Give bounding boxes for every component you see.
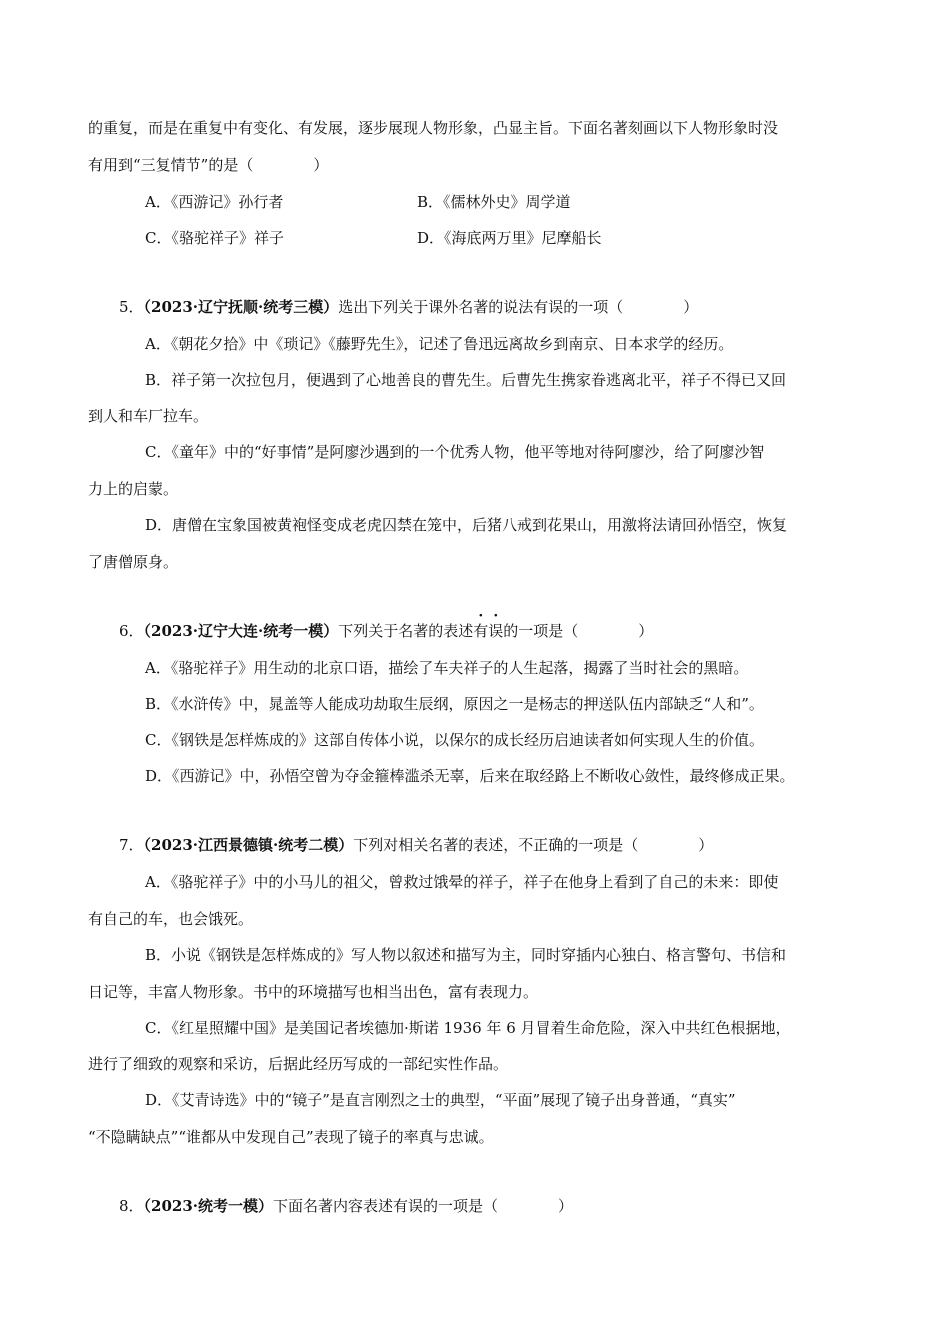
q7-source: （2023·江西景德镇·统考二模） — [143, 836, 354, 854]
q7-option-c-line2: 进行了细致的观察和采访，后据此经历写成的一部纪实性作品。 — [88, 1055, 509, 1073]
q5-option-b-line1: B．祥子第一次拉包月，便遇到了心地善良的曹先生。后曹先生携家眷逃离北平，祥子不得已又回 — [145, 371, 787, 389]
q6-stem — [119, 621, 653, 641]
q6-stem-pre: 下列关于名著的表述 — [338, 622, 474, 640]
q4-stem-line2: 有用到“三复情节”的是（ ） — [88, 156, 329, 174]
q6-option-d: D．《西游记》中，孙悟空曾为夺金箍棒滥杀无辜，后来在取经路上不断收心敛性，最终修成正果。 — [145, 767, 795, 785]
q7-option-d-line2: “不隐瞒缺点”“谁都从中发现自己”表现了镜子的率真与忠诚。 — [88, 1128, 494, 1146]
q6-option-c: C．《钢铁是怎样炼成的》这部自传体小说，以保尔的成长经历启迪读者如何实现人生的价值。 — [145, 731, 764, 749]
q7-number: 7． — [119, 836, 144, 854]
q8-number: 8． — [119, 1197, 144, 1215]
q7-stem-text: 下列对相关名著的表述，不正确的一项是（ ） — [353, 836, 714, 854]
q8-stem-text: 下面名著内容表述有误的一项是（ ） — [273, 1197, 574, 1215]
q5-stem-text: 选出下列关于课外名著的说法有误的一项（ ） — [338, 298, 699, 316]
q6-source: （2023·辽宁大连·统考一模） — [143, 622, 339, 640]
q4-option-b: B．《儒林外史》周学道 — [417, 193, 571, 211]
q5-option-b-line2: 到人和车厂拉车。 — [88, 407, 209, 425]
q4-option-c: C．《骆驼祥子》祥子 — [145, 229, 284, 247]
q5-option-a: A．《朝花夕拾》中《琐记》《藤野先生》，记述了鲁迅远离故乡到南京、日本求学的经历。 — [145, 335, 734, 353]
q5-source: （2023·辽宁抚顺·统考三模） — [143, 298, 339, 316]
q8-stem — [119, 1196, 573, 1216]
q7-option-b-line2: 日记等，丰富人物形象。书中的环境描写也相当出色，富有表现力。 — [88, 983, 539, 1001]
q8-source: （2023·统考一模） — [143, 1197, 274, 1215]
q5-option-c-line1: C．《童年》中的“好事情”是阿廖沙遇到的一个优秀人物，他平等地对待阿廖沙，给了阿廖沙智 — [145, 443, 765, 461]
q6-option-b: B．《水浒传》中，晁盖等人能成功劫取生辰纲，原因之一是杨志的押送队伍内部缺乏“人和”。 — [145, 695, 764, 713]
q6-number: 6． — [119, 622, 144, 640]
q7-option-b-line1: B．小说《钢铁是怎样炼成的》写人物以叙述和描写为主，同时穿插内心独白、格言警句、书信和 — [145, 946, 787, 964]
q6-option-a: A．《骆驼祥子》用生动的北京口语，描绘了车夫祥子的人生起落，揭露了当时社会的黑暗。 — [145, 659, 749, 677]
q5-option-d-line2: 了唐僧原身。 — [88, 553, 179, 571]
q5-option-d-line1: D．唐僧在宝象国被黄袍怪变成老虎囚禁在笼中，后猪八戒到花果山，用激将法请回孙悟空，恢复 — [145, 516, 788, 534]
q7-option-a-line2: 有自己的车，也会饿死。 — [88, 910, 254, 928]
q7-option-a-line1: A．《骆驼祥子》中的小马儿的祖父，曾救过饿晕的祥子，祥子在他身上看到了自己的未来：即使 — [145, 873, 779, 891]
q6-emphasis-char-1: 有 — [473, 622, 489, 640]
q7-option-d-line1: D．《艾青诗选》中的“镜子”是直言刚烈之士的典型，“平面”展现了镜子出身普通，“真实” — [145, 1091, 736, 1109]
q6-stem-post: 的一项是（ ） — [503, 622, 654, 640]
q5-number: 5． — [119, 298, 144, 316]
q5-option-c-line2: 力上的启蒙。 — [88, 480, 179, 498]
q7-stem — [119, 835, 713, 855]
q6-emphasis-char-2: 误 — [488, 622, 504, 640]
q5-stem — [119, 297, 698, 317]
q4-stem-line1: 的重复，而是在重复中有变化、有发展，逐步展现人物形象，凸显主旨。下面名著刻画以下人物形象时没 — [88, 119, 779, 137]
q4-option-a: A．《西游记》孙行者 — [145, 193, 284, 211]
q4-option-d: D．《海底两万里》尼摩船长 — [417, 229, 602, 247]
q7-option-c-line1: C．《红星照耀中国》是美国记者埃德加·斯诺 1936 年 6 月冒着生命危险，深入中共红色根据地， — [145, 1019, 791, 1037]
